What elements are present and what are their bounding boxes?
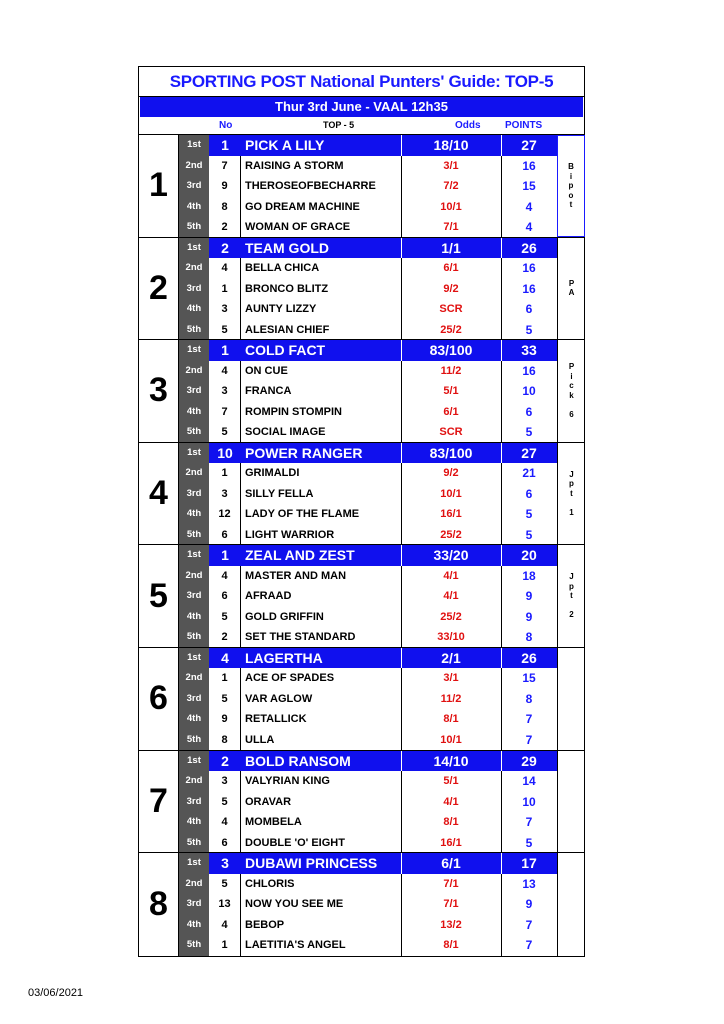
column-header-no: No <box>219 120 233 131</box>
points-value: 7 <box>525 917 533 932</box>
horse-name: TEAM GOLD <box>245 239 329 256</box>
horse-name: ALESIAN CHIEF <box>245 323 330 336</box>
runner-number: 13 <box>209 894 241 915</box>
runner-number: 6 <box>209 833 241 854</box>
points-value: 21 <box>522 466 536 481</box>
runner-number: 3 <box>209 484 241 505</box>
points-value: 7 <box>525 938 533 953</box>
runner-number: 9 <box>209 709 241 730</box>
odds-value: 16/1 <box>440 836 462 849</box>
points-value: 10 <box>522 794 536 809</box>
points-value: 33 <box>521 342 537 359</box>
horse-name: THEROSEOFBECHARRE <box>245 180 376 192</box>
table-row <box>179 730 557 751</box>
points-value: 8 <box>525 630 533 645</box>
race-number: 3 <box>139 340 179 442</box>
odds-value: 9/2 <box>443 282 459 295</box>
position-label: 5th <box>186 836 202 848</box>
position-label: 2nd <box>185 877 203 889</box>
points-value: 18 <box>522 568 536 583</box>
horse-name: AFRAAD <box>245 590 292 603</box>
odds-value: 6/1 <box>441 855 461 872</box>
position-label: 1st <box>187 857 201 869</box>
horse-name: DUBAWI PRINCESS <box>245 855 378 872</box>
horse-name: SET THE STANDARD <box>245 631 356 644</box>
points-value: 5 <box>525 322 533 337</box>
odds-value: 5/1 <box>443 385 459 398</box>
runner-number: 12 <box>209 504 241 525</box>
odds-value: 8/1 <box>443 939 459 952</box>
table-row <box>179 668 557 689</box>
runner-number: 1 <box>221 137 229 153</box>
runner-number: 7 <box>209 156 241 177</box>
table-row <box>179 279 557 300</box>
runner-number: 3 <box>209 771 241 792</box>
points-value: 27 <box>521 444 537 461</box>
winner-row <box>179 853 557 874</box>
table-row <box>179 525 557 546</box>
horse-name: SOCIAL IMAGE <box>245 426 326 439</box>
race-number: 4 <box>139 443 179 545</box>
points-value: 7 <box>525 712 533 727</box>
horse-name: ROMPIN STOMPIN <box>245 405 342 418</box>
runner-number: 1 <box>221 547 229 564</box>
odds-value: SCR <box>439 426 463 439</box>
odds-value: 83/100 <box>429 444 473 461</box>
runner-number: 3 <box>221 855 229 872</box>
position-label: 3rd <box>186 180 202 191</box>
position-label: 2nd <box>185 364 203 376</box>
position-label: 2nd <box>185 569 203 581</box>
table-row <box>179 874 557 895</box>
page-title: SPORTING POST National Punters' Guide: TOP-5 <box>139 67 584 97</box>
race-block <box>139 135 584 238</box>
position-label: 5th <box>186 323 202 335</box>
position-label: 1st <box>187 344 201 356</box>
odds-value: 4/1 <box>443 569 459 582</box>
points-value: 15 <box>522 671 536 686</box>
position-label: 3rd <box>186 385 202 397</box>
points-value: 6 <box>525 302 533 317</box>
position-label: 4th <box>186 200 202 212</box>
horse-name: AUNTY LIZZY <box>245 303 317 316</box>
runner-number: 2 <box>221 239 229 256</box>
odds-value: 11/2 <box>440 692 462 705</box>
race-block <box>139 751 584 854</box>
position-label: 2nd <box>185 775 203 787</box>
horse-name: BELLA CHICA <box>245 262 320 275</box>
runner-number: 4 <box>209 812 241 833</box>
runner-number: 1 <box>209 463 241 484</box>
races-container <box>139 135 584 956</box>
horse-name: LAETITIA'S ANGEL <box>245 939 346 952</box>
points-value: 10 <box>522 384 536 399</box>
runner-number: 10 <box>217 444 233 461</box>
odds-value: 2/1 <box>441 649 461 666</box>
table-row <box>179 320 557 341</box>
table-row <box>179 484 557 505</box>
points-value: 6 <box>525 404 533 419</box>
punters-guide-sheet <box>138 66 585 957</box>
odds-value: 4/1 <box>443 590 459 603</box>
position-label: 2nd <box>185 672 203 684</box>
points-value: 26 <box>521 649 537 666</box>
odds-value: 7/1 <box>443 877 459 890</box>
points-value: 26 <box>521 239 537 256</box>
horse-name: LIGHT WARRIOR <box>245 528 335 541</box>
odds-value: 8/1 <box>443 816 459 829</box>
points-value: 5 <box>525 425 533 440</box>
horse-name: RAISING A STORM <box>245 159 344 172</box>
table-row <box>179 217 557 238</box>
horse-name: WOMAN OF GRACE <box>245 221 351 233</box>
horse-name: SILLY FELLA <box>245 487 314 500</box>
table-row <box>179 197 557 218</box>
race-block <box>139 853 584 956</box>
horse-name: GO DREAM MACHINE <box>245 200 360 213</box>
table-row <box>179 258 557 279</box>
winner-row <box>179 751 557 772</box>
winner-row <box>179 135 557 156</box>
odds-value: 8/1 <box>443 713 459 726</box>
odds-value: 33/10 <box>437 631 465 644</box>
position-label: 5th <box>186 221 202 232</box>
winner-row <box>179 545 557 566</box>
bet-type-label: J p t 1 <box>557 443 585 545</box>
table-row <box>179 935 557 956</box>
race-number: 8 <box>139 853 179 956</box>
points-value: 7 <box>525 732 533 747</box>
column-header-odds: Odds <box>455 120 481 131</box>
horse-name: MASTER AND MAN <box>245 569 347 582</box>
runner-number: 4 <box>221 649 229 666</box>
position-label: 1st <box>187 549 201 561</box>
horse-name: ZEAL AND ZEST <box>245 547 355 564</box>
points-value: 4 <box>525 220 533 234</box>
odds-value: 33/20 <box>433 547 469 564</box>
position-label: 5th <box>186 426 202 438</box>
table-row <box>179 894 557 915</box>
winner-row <box>179 648 557 669</box>
points-value: 9 <box>525 589 533 604</box>
table-row <box>179 607 557 628</box>
position-label: 2nd <box>185 262 203 274</box>
odds-value: 25/2 <box>440 528 462 541</box>
runner-number: 5 <box>209 689 241 710</box>
horse-name: NOW YOU SEE ME <box>245 898 344 911</box>
odds-value: 6/1 <box>443 405 459 418</box>
runner-number: 1 <box>221 342 229 359</box>
odds-value: 14/10 <box>433 752 469 769</box>
table-row <box>179 915 557 936</box>
position-label: 1st <box>187 241 201 253</box>
horse-name: ACE OF SPADES <box>245 672 335 685</box>
runner-number: 3 <box>209 381 241 402</box>
horse-name: GRIMALDI <box>245 467 300 480</box>
odds-value: 1/1 <box>441 239 461 256</box>
position-label: 3rd <box>186 487 202 499</box>
position-label: 4th <box>186 713 202 725</box>
race-block <box>139 648 584 751</box>
odds-value: 4/1 <box>443 795 459 808</box>
runner-number: 3 <box>209 299 241 320</box>
winner-row <box>179 340 557 361</box>
horse-name: LAGERTHA <box>245 649 323 666</box>
position-label: 4th <box>186 405 202 417</box>
odds-value: 83/100 <box>429 342 473 359</box>
table-row <box>179 627 557 648</box>
odds-value: 7/1 <box>443 221 459 233</box>
runner-number: 2 <box>209 627 241 648</box>
horse-name: VALYRIAN KING <box>245 775 330 788</box>
odds-value: SCR <box>439 303 463 316</box>
runner-number: 4 <box>209 566 241 587</box>
horse-name: ORAVAR <box>245 795 292 808</box>
bet-type-label <box>557 648 585 750</box>
runner-number: 1 <box>209 935 241 956</box>
odds-value: 3/1 <box>443 159 459 172</box>
odds-value: 16/1 <box>440 508 462 521</box>
position-label: 2nd <box>185 159 203 171</box>
position-label: 3rd <box>186 898 202 910</box>
horse-name: LADY OF THE FLAME <box>245 508 360 521</box>
table-row <box>179 422 557 443</box>
points-value: 29 <box>521 752 537 769</box>
bet-type-label: P i c k 6 <box>557 340 585 442</box>
runner-number: 5 <box>209 422 241 443</box>
footer-date: 03/06/2021 <box>28 987 84 999</box>
table-row <box>179 299 557 320</box>
points-value: 14 <box>522 774 536 789</box>
points-value: 27 <box>521 137 537 153</box>
points-value: 5 <box>525 507 533 522</box>
table-row <box>179 586 557 607</box>
odds-value: 7/2 <box>443 180 459 192</box>
odds-value: 5/1 <box>443 775 459 788</box>
odds-value: 3/1 <box>443 672 459 685</box>
points-value: 4 <box>525 199 533 214</box>
position-label: 1st <box>187 651 201 663</box>
bet-type-label: B i p o t <box>557 135 585 237</box>
runner-number: 4 <box>209 361 241 382</box>
race-block <box>139 340 584 443</box>
odds-value: 11/2 <box>440 364 462 377</box>
position-label: 5th <box>186 733 202 745</box>
race-number: 7 <box>139 751 179 853</box>
race-block <box>139 545 584 648</box>
odds-value: 6/1 <box>443 262 459 275</box>
runner-number: 6 <box>209 586 241 607</box>
runner-number: 5 <box>209 607 241 628</box>
horse-name: BOLD RANSOM <box>245 752 351 769</box>
points-value: 16 <box>522 158 536 173</box>
points-value: 20 <box>521 547 537 564</box>
table-row <box>179 463 557 484</box>
table-row <box>179 812 557 833</box>
points-value: 9 <box>525 897 533 912</box>
runner-number: 7 <box>209 402 241 423</box>
runner-number: 8 <box>209 197 241 218</box>
bet-type-label <box>557 751 585 853</box>
runner-number: 8 <box>209 730 241 751</box>
points-value: 8 <box>525 691 533 706</box>
odds-value: 25/2 <box>440 610 462 623</box>
horse-name: ULLA <box>245 733 275 746</box>
horse-name: DOUBLE 'O' EIGHT <box>245 836 345 849</box>
runner-number: 5 <box>209 792 241 813</box>
bet-type-label <box>557 853 585 956</box>
position-label: 3rd <box>186 590 202 602</box>
column-header-top5: TOP - 5 <box>323 120 355 130</box>
column-header-points: POINTS <box>505 120 543 131</box>
horse-name: CHLORIS <box>245 877 295 890</box>
position-label: 2nd <box>185 467 203 479</box>
horse-name: COLD FACT <box>245 342 326 359</box>
runner-number: 4 <box>209 915 241 936</box>
position-label: 5th <box>186 939 202 951</box>
table-row <box>179 566 557 587</box>
runner-number: 6 <box>209 525 241 546</box>
odds-value: 10/1 <box>440 733 462 746</box>
runner-number: 4 <box>209 258 241 279</box>
horse-name: MOMBELA <box>245 816 302 829</box>
table-row <box>179 156 557 177</box>
runner-number: 2 <box>209 217 241 238</box>
position-label: 3rd <box>186 282 202 294</box>
position-label: 4th <box>186 303 202 315</box>
position-label: 5th <box>186 631 202 643</box>
horse-name: POWER RANGER <box>245 444 363 461</box>
points-value: 15 <box>522 179 536 193</box>
table-row <box>179 381 557 402</box>
horse-name: RETALLICK <box>245 713 307 726</box>
position-label: 4th <box>186 610 202 622</box>
position-label: 3rd <box>186 692 202 704</box>
table-row <box>179 833 557 854</box>
horse-name: ON CUE <box>245 364 288 377</box>
points-value: 5 <box>525 835 533 850</box>
odds-value: 25/2 <box>440 323 462 336</box>
table-row <box>179 176 557 197</box>
runner-number: 1 <box>209 279 241 300</box>
race-number: 2 <box>139 238 179 340</box>
position-label: 4th <box>186 508 202 520</box>
position-label: 5th <box>186 528 202 540</box>
column-header-row <box>139 117 584 135</box>
runner-number: 1 <box>209 668 241 689</box>
points-value: 16 <box>522 281 536 296</box>
table-row <box>179 689 557 710</box>
race-block <box>139 443 584 546</box>
position-label: 4th <box>186 918 202 930</box>
points-value: 6 <box>525 486 533 501</box>
horse-name: BEBOP <box>245 918 285 931</box>
runner-number: 9 <box>209 176 241 197</box>
bet-type-label: P A <box>557 238 585 340</box>
horse-name: FRANCA <box>245 385 292 398</box>
points-value: 9 <box>525 609 533 624</box>
horse-name: PICK A LILY <box>245 137 325 153</box>
horse-name: BRONCO BLITZ <box>245 282 329 295</box>
points-value: 17 <box>521 855 537 872</box>
horse-name: GOLD GRIFFIN <box>245 610 324 623</box>
position-label: 3rd <box>186 795 202 807</box>
winner-row <box>179 238 557 259</box>
table-row <box>179 709 557 730</box>
race-number: 6 <box>139 648 179 750</box>
odds-value: 7/1 <box>443 898 459 911</box>
odds-value: 10/1 <box>440 200 462 213</box>
runner-number: 2 <box>221 752 229 769</box>
table-row <box>179 792 557 813</box>
race-block <box>139 238 584 341</box>
position-label: 1st <box>187 754 201 766</box>
points-value: 7 <box>525 815 533 830</box>
position-label: 1st <box>187 446 201 458</box>
table-row <box>179 504 557 525</box>
position-label: 4th <box>186 816 202 828</box>
odds-value: 13/2 <box>440 918 462 931</box>
bet-type-label: J p t 2 <box>557 545 585 647</box>
points-value: 16 <box>522 261 536 276</box>
position-label: 1st <box>187 139 201 150</box>
odds-value: 10/1 <box>440 487 462 500</box>
points-value: 16 <box>522 363 536 378</box>
points-value: 5 <box>525 527 533 542</box>
points-value: 13 <box>522 876 536 891</box>
table-row <box>179 402 557 423</box>
odds-value: 18/10 <box>433 137 469 153</box>
runner-number: 5 <box>209 320 241 341</box>
race-number: 1 <box>139 135 179 237</box>
odds-value: 9/2 <box>443 467 459 480</box>
race-meeting-subtitle: Thur 3rd June - VAAL 12h35 <box>140 97 583 117</box>
race-number: 5 <box>139 545 179 647</box>
table-row <box>179 771 557 792</box>
table-row <box>179 361 557 382</box>
horse-name: VAR AGLOW <box>245 692 313 705</box>
winner-row <box>179 443 557 464</box>
runner-number: 5 <box>209 874 241 895</box>
